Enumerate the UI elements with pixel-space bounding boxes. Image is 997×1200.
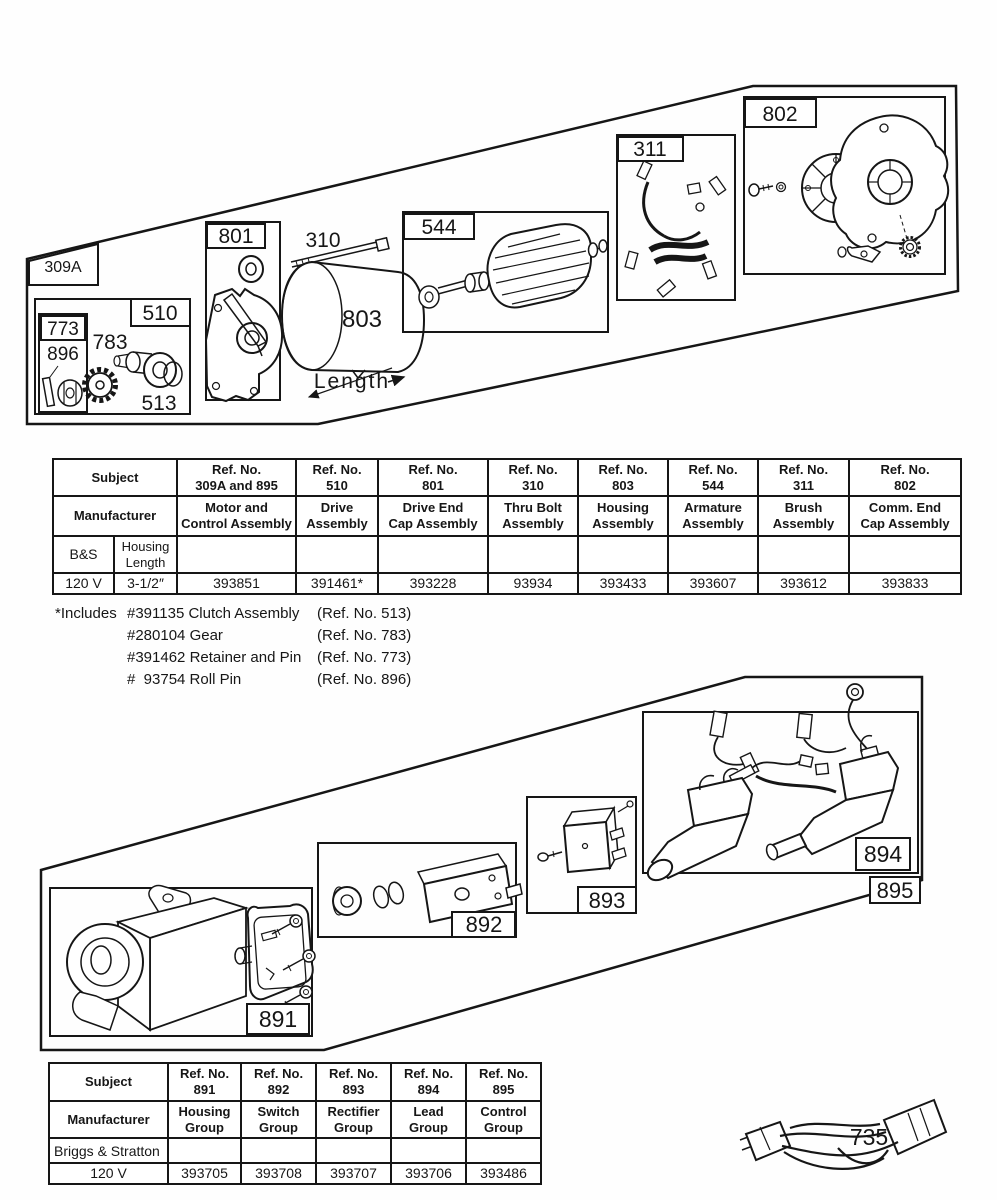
t2-ref-header: Ref. No. 892 (241, 1063, 316, 1101)
roll-pin-drawing (43, 366, 58, 406)
retainer-washer-drawing (58, 380, 82, 406)
t1-ref-header: Ref. No. 803 (578, 459, 668, 496)
end-cap-drawing (206, 256, 282, 401)
callout-893: 893 (588, 888, 626, 913)
t2-empty-cell (241, 1138, 316, 1163)
t1-part-number: 393612 (758, 573, 849, 594)
t1-assembly-header: Brush Assembly (758, 496, 849, 536)
footnote-line: *Includes #391135 Clutch Assembly (Ref. No. 513) (55, 603, 411, 625)
t1-brand-cell: B&S (53, 536, 114, 573)
gear-drawing (85, 370, 116, 401)
footnote-line: #280104 Gear (Ref. No. 783) (127, 627, 412, 644)
callout-773: 773 (47, 319, 79, 340)
t2-empty-cell (466, 1138, 541, 1163)
t1-assembly-header: Armature Assembly (668, 496, 758, 536)
t1-part-number: 393851 (177, 573, 296, 594)
t1-part-number: 393228 (378, 573, 488, 594)
t1-empty-cell (578, 536, 668, 573)
t1-voltage-cell: 120 V (53, 573, 114, 594)
t1-empty-cell (849, 536, 961, 573)
t1-empty-cell (668, 536, 758, 573)
top-diagram (27, 86, 958, 424)
t1-part-number: 93934 (488, 573, 578, 594)
t2-voltage-cell: 120 V (49, 1163, 168, 1184)
callout-801: 801 (218, 225, 254, 248)
t1-ref-header: Ref. No. 309A and 895 (177, 459, 296, 496)
clutch-drawing (114, 352, 182, 387)
t1-empty-cell (296, 536, 378, 573)
t2-ref-header: Ref. No. 891 (168, 1063, 241, 1101)
t1-empty-cell (758, 536, 849, 573)
t1-manufacturer-header: Manufacturer (53, 496, 177, 536)
t2-ref-header: Ref. No. 894 (391, 1063, 466, 1101)
power-cord-735 (740, 1100, 946, 1169)
callout-783: 783 (92, 331, 128, 354)
t1-assembly-header: Thru Bolt Assembly (488, 496, 578, 536)
t2-ref-header: Ref. No. 893 (316, 1063, 391, 1101)
t2-group-header: Housing Group (168, 1101, 241, 1138)
callout-309a: 309A (44, 259, 82, 276)
footnote-line: # 93754 Roll Pin (Ref. No. 896) (127, 671, 412, 688)
callout-892: 892 (465, 912, 503, 937)
callout-310: 310 (305, 229, 341, 252)
callout-894: 894 (863, 841, 903, 867)
t1-part-number: 393833 (849, 573, 961, 594)
callout-896: 896 (47, 344, 79, 365)
rectifier-drawing (538, 801, 633, 872)
callout-891: 891 (258, 1006, 298, 1032)
t2-subject-header: Subject (49, 1063, 168, 1101)
t1-part-number: 391461* (296, 573, 378, 594)
t1-ref-header: Ref. No. 802 (849, 459, 961, 496)
footnote-line: #391462 Retainer and Pin (Ref. No. 773) (127, 649, 412, 666)
t1-part-number: 393607 (668, 573, 758, 594)
t2-group-header: Lead Group (391, 1101, 466, 1138)
t1-assembly-header: Drive End Cap Assembly (378, 496, 488, 536)
t1-empty-cell (488, 536, 578, 573)
t2-part-number: 393707 (316, 1163, 391, 1184)
t2-empty-cell (316, 1138, 391, 1163)
t2-empty-cell (391, 1138, 466, 1163)
t2-group-header: Control Group (466, 1101, 541, 1138)
t1-length-cell: 3-1/2″ (114, 573, 177, 594)
comm-end-cap-drawing (749, 116, 948, 262)
t1-spec-label-cell: Housing Length (114, 536, 177, 573)
callout-803: 803 (341, 306, 383, 333)
t1-empty-cell (378, 536, 488, 573)
bottom-diagram (41, 677, 922, 1050)
t2-ref-header: Ref. No. 895 (466, 1063, 541, 1101)
callout-735: 735 (849, 1124, 889, 1150)
callout-802: 802 (762, 103, 798, 126)
t1-empty-cell (177, 536, 296, 573)
t2-part-number: 393708 (241, 1163, 316, 1184)
parts-table-top (52, 458, 962, 595)
length-label: Length (313, 370, 391, 393)
parts-table-bottom (48, 1062, 542, 1185)
callout-510: 510 (142, 302, 178, 325)
brush-wires-drawing (625, 161, 726, 297)
t1-ref-header: Ref. No. 310 (488, 459, 578, 496)
t1-ref-header: Ref. No. 544 (668, 459, 758, 496)
t2-manufacturer-header: Manufacturer (49, 1101, 168, 1138)
callout-513: 513 (141, 392, 177, 415)
t2-brand-cell: Briggs & Stratton (49, 1138, 168, 1163)
callout-544: 544 (421, 216, 457, 239)
cord-left-plug (746, 1122, 790, 1160)
t1-ref-header: Ref. No. 510 (296, 459, 378, 496)
length-arrow (388, 377, 404, 382)
t1-assembly-header: Housing Assembly (578, 496, 668, 536)
t2-group-header: Rectifier Group (316, 1101, 391, 1138)
t1-ref-header: Ref. No. 311 (758, 459, 849, 496)
callout-895: 895 (876, 878, 914, 903)
t1-assembly-header: Motor and Control Assembly (177, 496, 296, 536)
callout-311: 311 (633, 138, 667, 161)
footnote-intro: *Includes (55, 605, 117, 622)
t2-group-header: Switch Group (241, 1101, 316, 1138)
t1-assembly-header: Comm. End Cap Assembly (849, 496, 961, 536)
cord-right-plug (884, 1100, 946, 1154)
t1-part-number: 393433 (578, 573, 668, 594)
t1-ref-header: Ref. No. 801 (378, 459, 488, 496)
t2-part-number: 393705 (168, 1163, 241, 1184)
t2-part-number: 393706 (391, 1163, 466, 1184)
t2-empty-cell (168, 1138, 241, 1163)
t2-part-number: 393486 (466, 1163, 541, 1184)
t1-subject-header: Subject (53, 459, 177, 496)
t1-assembly-header: Drive Assembly (296, 496, 378, 536)
footnote-block (55, 603, 411, 691)
